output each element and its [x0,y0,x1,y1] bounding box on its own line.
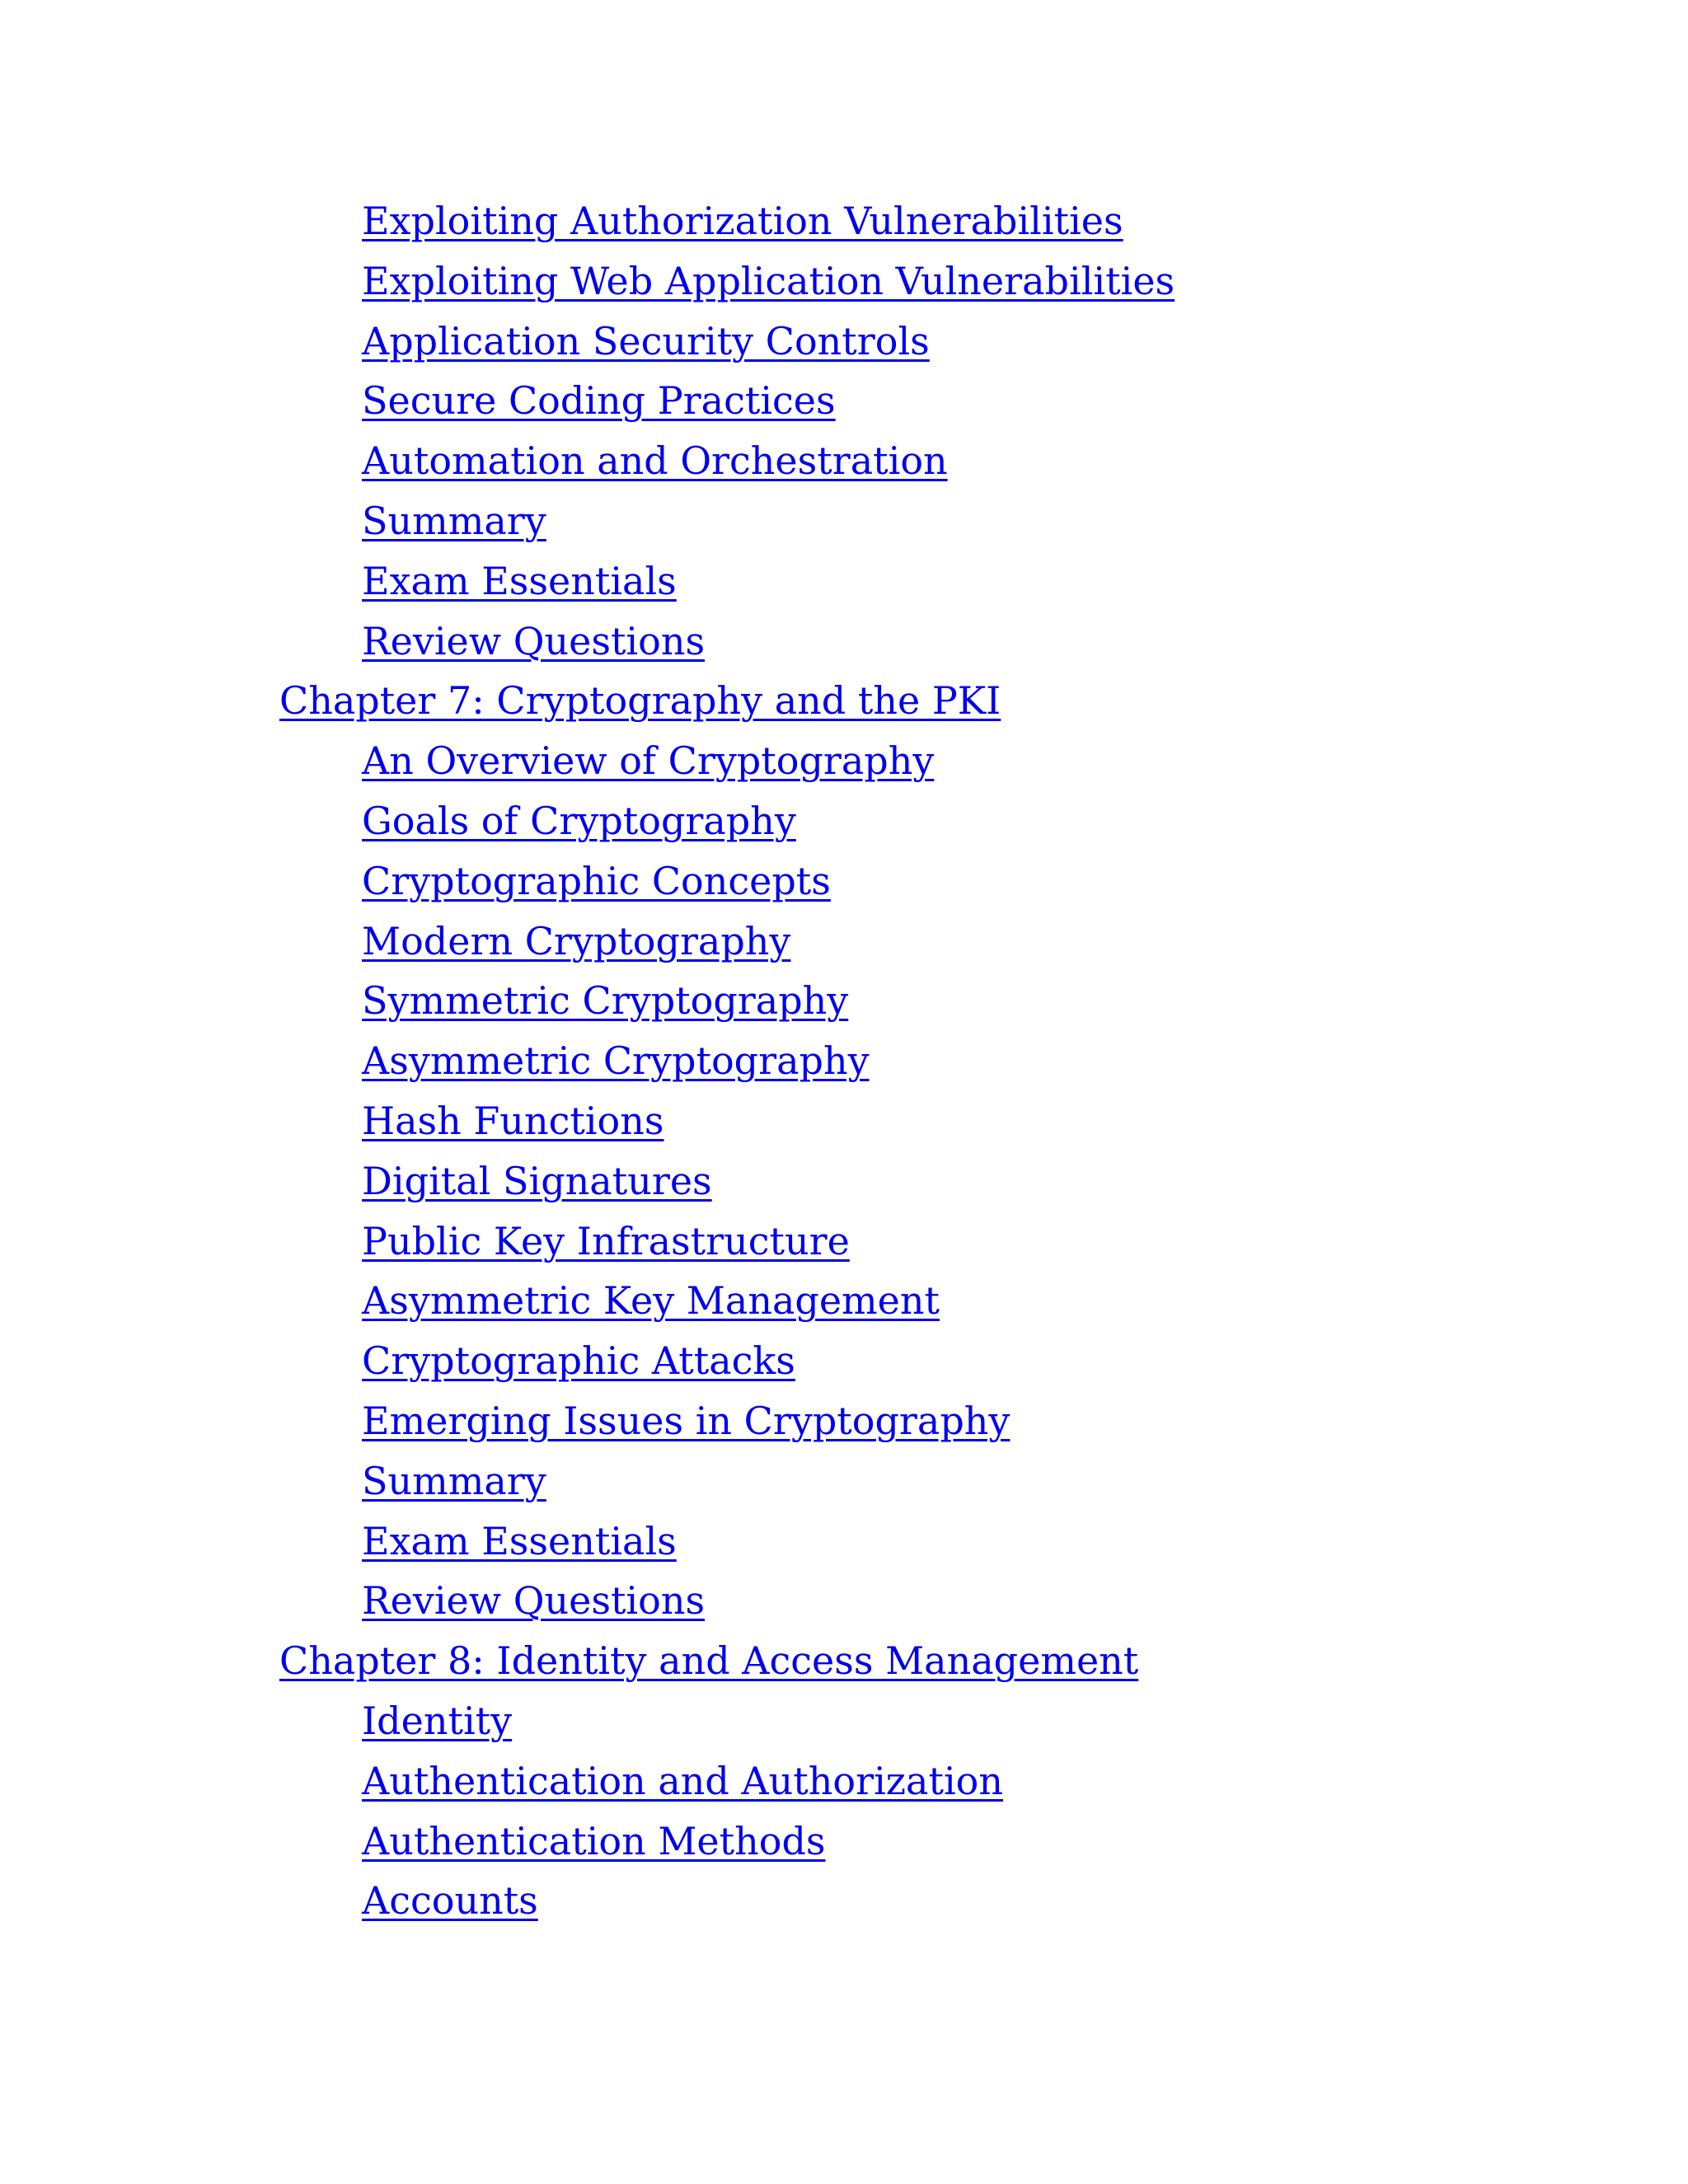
toc-section-entry [0,912,1688,972]
toc-section-entry [0,1391,1688,1451]
toc-section-entry [0,191,1688,251]
toc-section-entry [0,1571,1688,1631]
toc-section-entry [0,731,1688,791]
toc-section-link[interactable]: Application Security Controls [362,318,930,363]
toc-section-entry [0,1751,1688,1811]
toc-section-entry [0,551,1688,612]
toc-section-entry [0,431,1688,491]
toc-section-link[interactable]: Exam Essentials [362,558,677,603]
toc-section-entry [0,1331,1688,1391]
toc-section-entry [0,1811,1688,1872]
toc-section-entry [0,971,1688,1031]
toc-section-link[interactable]: Hash Functions [362,1098,664,1143]
toc-section-entry [0,1271,1688,1331]
toc-chapter-entry [0,671,1688,731]
toc-section-link[interactable]: Asymmetric Key Management [362,1278,940,1324]
toc-section-link[interactable]: Public Key Infrastructure [362,1218,850,1263]
toc-section-entry [0,1091,1688,1151]
toc-chapter-link[interactable]: Chapter 8: Identity and Access Management [279,1638,1139,1684]
toc-section-link[interactable]: Summary [362,1458,546,1503]
toc-section-link[interactable]: An Overview of Cryptography [362,738,935,784]
toc-section-link[interactable]: Summary [362,498,546,543]
toc-section-entry [0,1451,1688,1511]
toc-section-link[interactable]: Exam Essentials [362,1518,677,1563]
toc-section-link[interactable]: Identity [362,1698,513,1743]
toc-section-link[interactable]: Cryptographic Attacks [362,1338,795,1384]
toc-chapter-entry [0,1631,1688,1691]
toc-section-entry [0,612,1688,672]
toc-section-link[interactable]: Digital Signatures [362,1158,712,1203]
toc-section-link[interactable]: Symmetric Cryptography [362,978,849,1024]
toc-section-link[interactable]: Goals of Cryptography [362,798,796,843]
toc-section-entry [0,251,1688,312]
toc-section-link[interactable]: Asymmetric Cryptography [362,1038,870,1084]
toc-section-entry [0,1031,1688,1091]
toc-section-entry [0,791,1688,851]
toc-section-link[interactable]: Automation and Orchestration [362,438,948,484]
toc-section-entry [0,312,1688,372]
toc-section-link[interactable]: Review Questions [362,618,706,663]
toc-section-entry [0,371,1688,431]
toc-chapter-link[interactable]: Chapter 7: Cryptography and the PKI [279,678,1001,724]
toc-section-link[interactable]: Authentication and Authorization [362,1758,1003,1803]
toc-section-link[interactable]: Review Questions [362,1578,706,1624]
toc-section-link[interactable]: Secure Coding Practices [362,378,836,424]
toc-section-entry [0,1691,1688,1751]
toc-section-entry [0,1871,1688,1931]
toc-section-entry [0,1511,1688,1572]
toc-section-link[interactable]: Emerging Issues in Cryptography [362,1398,1010,1443]
toc-section-entry [0,491,1688,551]
toc-section-entry [0,1212,1688,1272]
toc-section-link[interactable]: Cryptographic Concepts [362,858,831,903]
toc-section-link[interactable]: Modern Cryptography [362,918,791,963]
toc-section-link[interactable]: Authentication Methods [362,1818,826,1863]
toc-section-link[interactable]: Accounts [362,1878,538,1924]
table-of-contents [0,191,1688,1931]
toc-section-link[interactable]: Exploiting Authorization Vulnerabilities [362,199,1123,243]
toc-section-entry [0,1151,1688,1212]
toc-section-entry [0,851,1688,912]
toc-section-link[interactable]: Exploiting Web Application Vulnerabilities [362,258,1175,303]
